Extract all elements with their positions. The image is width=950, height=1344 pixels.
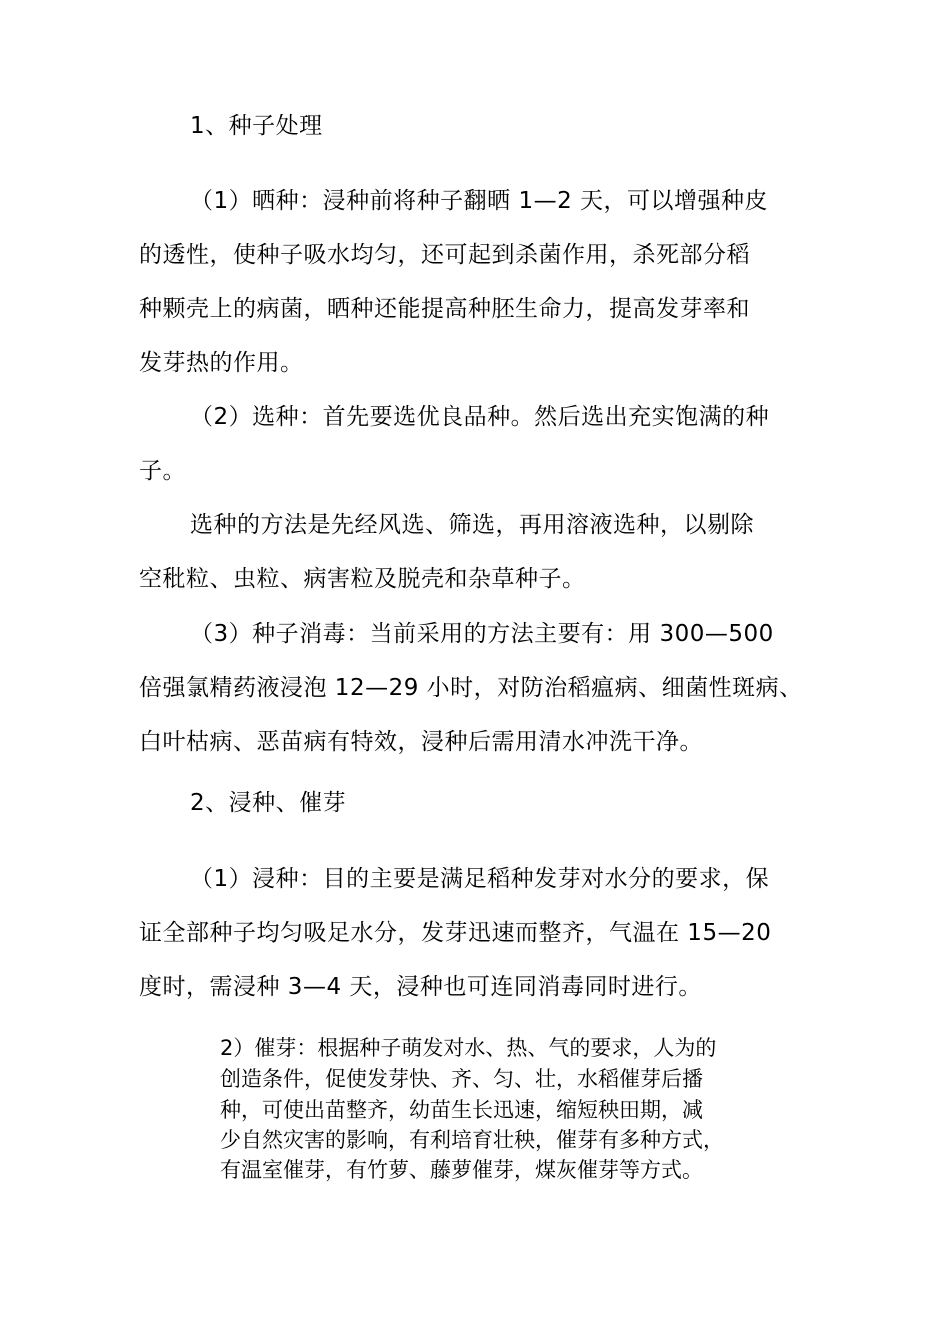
paragraph-line: 种，可使出苗整齐，幼苗生长迅速，缩短秧田期，减 [220,1098,703,1122]
section-heading: 1、种子处理 [190,113,323,139]
paragraph-line: 发芽热的作用。 [139,350,304,376]
paragraph-line: （1）晒种：浸种前将种子翻晒 1—2 天，可以增强种皮 [190,188,769,214]
paragraph-line: 有温室催芽，有竹萝、藤萝催芽，煤灰催芽等方式。 [220,1158,703,1182]
paragraph-line: 子。 [139,458,186,484]
paragraph-line: 的透性，使种子吸水均匀，还可起到杀菌作用，杀死部分稻 [139,242,750,268]
paragraph-line: （2）选种：首先要选优良品种。然后选出充实饱满的种 [190,404,770,430]
paragraph-line: 选种的方法是先经风选、筛选，再用溶液选种，以剔除 [190,512,754,538]
section-heading: 2、浸种、催芽 [190,790,347,816]
paragraph-line: 空秕粒、虫粒、病害粒及脱壳和杂草种子。 [139,566,586,592]
paragraph-line: （3）种子消毒：当前采用的方法主要有：用 300—500 [190,621,774,647]
paragraph-line: 证全部种子均匀吸足水分，发芽迅速而整齐，气温在 15—20 [139,920,772,946]
paragraph-line: 种颗壳上的病菌，晒种还能提高种胚生命力，提高发芽率和 [139,296,750,322]
paragraph-line: 白叶枯病、恶苗病有特效，浸种后需用清水冲洗干净。 [139,729,703,755]
paragraph-line: 少自然灾害的影响，有利培育壮秧，催芽有多种方式， [220,1128,724,1152]
paragraph-line: 创造条件，促使发芽快、齐、匀、壮，水稻催芽后播 [220,1067,703,1091]
paragraph-line: 倍强氯精药液浸泡 12—29 小时，对防治稻瘟病、细菌性斑病、 [139,675,803,701]
paragraph-line: 2）催芽：根据种子萌发对水、热、气的要求，人为的 [220,1036,717,1060]
paragraph-line: （1）浸种：目的主要是满足稻种发芽对水分的要求，保 [190,866,770,892]
paragraph-line: 度时，需浸种 3—4 天，浸种也可连同消毒同时进行。 [139,974,702,1000]
